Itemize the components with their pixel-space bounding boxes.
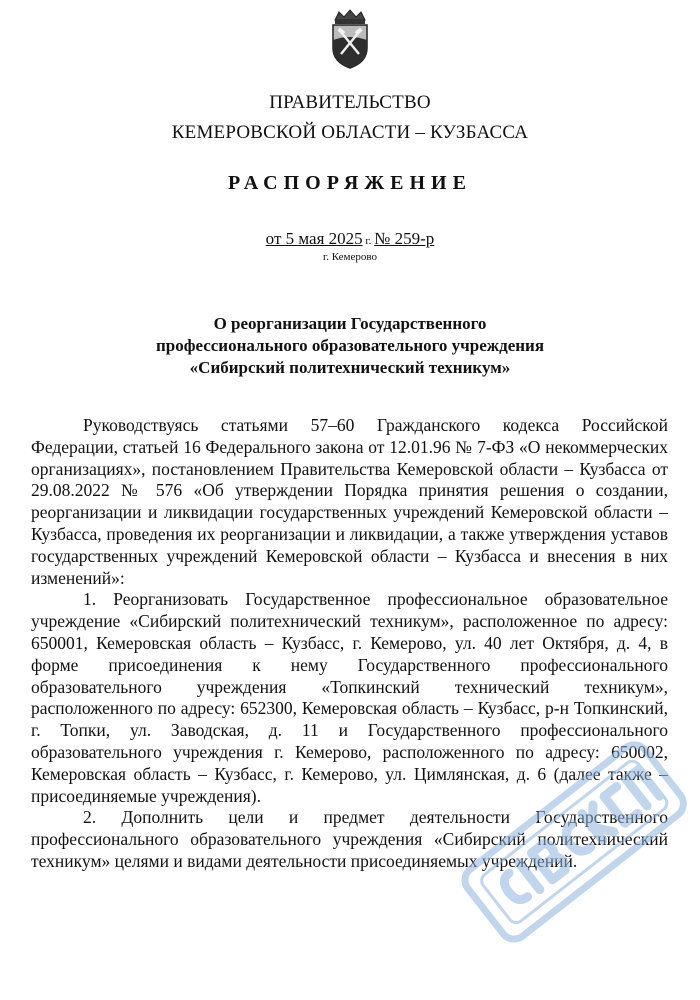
date-number-line — [0, 229, 700, 249]
preamble-paragraph: Руководствуясь статьями 57–60 Гражданского кодекса Российской Федерации, статьей 16 Федерального закона от 12.01.96 № 7-ФЗ «О некоммерческих организациях», постановлением Правительства Кемеровской области – Кузбасса от 29.08.2022 № 576 «Об утверждении Порядка принятия решения о создании, реорганизации и ликвидации государственных учреждений Кемеровской области – Кузбасса, проведения их реорганизации и ликвидации, а также утверждения уставов государственных учреждений Кемеровской области – Кузбасса и внесения в них изменений»: — [31, 415, 668, 588]
document-city: г. Кемерово — [322, 251, 378, 263]
document-type: РАСПОРЯЖЕНИЕ — [228, 172, 472, 194]
coat-of-arms-icon — [323, 8, 377, 70]
subject-line: профессионального образовательного учреждения — [155, 336, 545, 355]
document-subject — [60, 313, 640, 379]
document-body — [31, 415, 668, 873]
document-date: от 5 мая 2025 — [265, 229, 363, 248]
clause-1-paragraph: 1. Реорганизовать Государственное профессиональное образовательное учреждение «Сибирский политехнический техникум», расположенное по адресу: 650001, Кемеровская область – Кузбасс, г. Кемерово, ул. 40 лет Октября, д. 4, в форме присоединения к нему Государственного профессионального образовательного учреждения «Топкинский технический техникум», расположенного по адресу: 652300, Кемеровская область – Кузбасс, р-н Топкинский, г. Топки, ул. Заводская, д. 11 и Государственного профессионального образовательного учреждения г. Кемерово, расположенного по адресу: 650002, Кемеровская область – Кузбасс, г. Кемерово, ул. Цимлянская, д. 6 (далее также – присоединяемые учреждения). — [31, 589, 668, 806]
region-name: КЕМЕРОВСКОЙ ОБЛАСТИ – КУЗБАССА — [171, 122, 529, 143]
government-name: ПРАВИТЕЛЬСТВО — [269, 92, 431, 113]
clause-2-paragraph: 2. Дополнить цели и предмет деятельности Государственного профессионального образовательного учреждения «Сибирский политехнический техникум» целями и видами деятельности присоединяемых учреждений. — [31, 807, 668, 871]
year-suffix: г. — [362, 235, 375, 247]
subject-line: «Сибирский политехнический техникум» — [189, 358, 511, 377]
subject-line: О реорганизации Государственного — [213, 314, 487, 333]
document-number: № 259-р — [374, 229, 435, 248]
